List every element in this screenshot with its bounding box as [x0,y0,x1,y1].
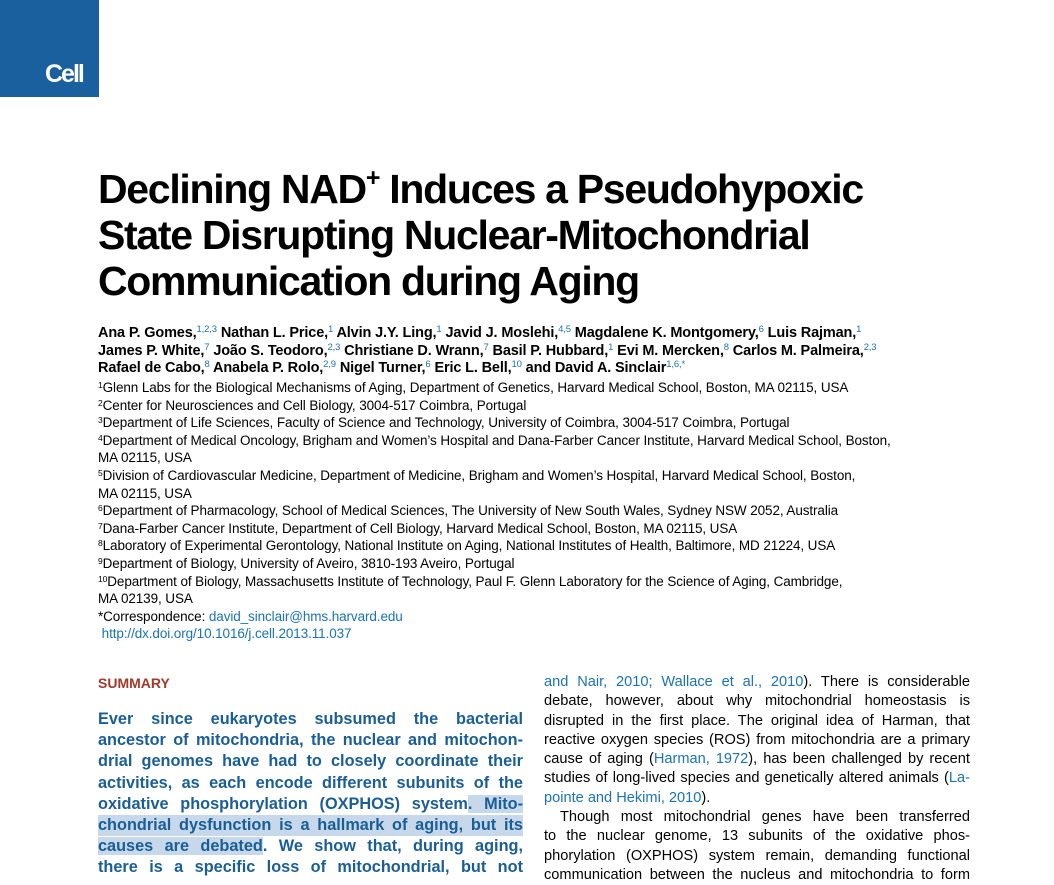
summary-line: activities, as each encode different subunits of the [98,773,523,792]
affiliation: $^8$Laboratory of Experimental Gerontology, National Institute on Aging, National Institutes of Health, Baltimore, MD 21224, USA [98,538,836,554]
author-affiliation-ref[interactable]: 7 [483,341,489,353]
author-name: Evi M. Mercken, [617,342,724,359]
affiliation: $^4$Department of Medical Oncology, Brigham and Women’s Hospital and Dana-Farber Cancer Institute, Harvard Medical School, Boston, [98,432,891,448]
author-affiliation-ref[interactable]: 7 [204,341,210,353]
author-affiliation-ref[interactable]: 1,6,* [666,359,686,370]
citation-link[interactable]: and Nair, 2010; Wallace et al., 2010 [544,674,804,690]
doi-link[interactable]: http://dx.doi.org/10.1016/j.cell.2013.11.037 [101,626,352,642]
text-selection-highlight[interactable]: causes are debated [98,837,263,856]
affiliation-continuation: MA 02115, USA [98,485,192,501]
doi-row [98,625,978,643]
citation-link[interactable]: Harman, 1972 [653,751,749,768]
affiliation: $^1$Glenn Labs for the Biological Mechanisms of Aging, Department of Genetics, Harvard Medical School, Boston, MA 02115, USA [98,380,849,395]
author-name: and David A. Sinclair [525,360,667,376]
author-affiliation-ref[interactable]: 10 [511,359,522,370]
body-line: disrupted in the first place. The original idea of Harman, that [544,712,970,729]
summary-line: there is a specific loss of mitochondrial, but not [98,858,523,877]
author-affiliation-ref[interactable]: 1,2,3 [196,324,217,335]
text-selection-highlight[interactable]: . Mito- [467,794,523,813]
citation-link[interactable]: La- [948,770,970,787]
summary-line: drial genomes have had to closely coordinate their [98,752,523,771]
author-affiliation-ref[interactable]: 1 [436,324,442,335]
affiliation: $^6$Department of Pharmacology, School of Medical Sciences, The University of New South Wales, Sydney NSW 2052, Australia [98,503,839,519]
summary-line: ancestor of mitochondria, the nuclear and mitochon- [98,731,523,750]
affiliation-continuation: MA 02115, USA [98,450,192,466]
affiliation: $^2$Center for Neurosciences and Cell Biology, 3004-517 Coimbra, Portugal [98,397,527,413]
body-line: phorylation (OXPHOS) system remain, demanding functional [544,847,970,864]
body-line: pointe and Hekimi, 2010). [544,789,711,806]
body-line: cause of aging (Harman, 1972), has been challenged by recent [544,751,970,768]
affiliation: $^{10}$Department of Biology, Massachusetts Institute of Technology, Paul F. Glenn Laboratory for the Science of Aging, Cambridge, [98,573,843,589]
body-line: studies of long-lived species and genetically altered animals (La- [544,770,970,787]
correspondence: *Correspondence: david_sinclair@hms.harvard.edu [98,608,403,624]
title-line-3: Communication during Aging [98,258,639,304]
cell-logo-text: Cell [45,60,83,88]
author-name: James P. White, [98,342,205,359]
author-name: João S. Teodoro, [213,342,328,359]
author-affiliation-ref[interactable]: 1 [856,324,862,335]
author-affiliation-ref[interactable]: 8 [723,341,729,353]
text-selection-highlight[interactable]: chondrial dysfunction is a hallmark of aging, but its [98,815,523,836]
author-name: Carlos M. Palmeira, [732,342,864,359]
author-name: Nigel Turner, [339,360,426,376]
author-affiliation-ref[interactable]: 2,3 [863,341,877,353]
body-text-column [544,673,970,885]
author-affiliation-ref[interactable]: 6 [425,359,431,370]
body-line: reactive oxygen species (ROS) from mitochondria are a primary [544,731,970,748]
author-affiliation-ref[interactable]: 2,9 [323,359,336,370]
author-name: Ana P. Gomes, [98,325,197,341]
summary-line: Ever since eukaryotes subsumed the bacterial [98,710,523,728]
author-affiliation-ref[interactable]: 2,3 [327,341,341,353]
summary-text [98,709,523,879]
author-name: Nathan L. Price, [220,325,328,341]
author-name: Luis Rajman, [767,325,857,341]
body-line: communication between the nucleus and mitochondria to form [544,866,970,883]
correspondence-email-link[interactable]: david_sinclair@hms.harvard.edu [208,608,403,624]
author-affiliation-ref[interactable]: 4,5 [558,324,571,335]
affiliation: $^5$Division of Cardiovascular Medicine, Department of Medicine, Brigham and Women’s Hospital, Harvard Medical School, Boston, [98,467,856,483]
author-affiliation-ref[interactable]: 6 [758,324,764,335]
affiliation: $^9$Department of Biology, University of Aveiro, 3810-193 Aveiro, Portugal [98,555,515,571]
summary-line: oxidative phosphorylation (OXPHOS) system. Mito- [98,794,523,813]
author-name: Eric L. Bell, [434,360,512,376]
author-line [98,360,988,378]
author-list [98,325,988,378]
author-name: Magdalene K. Montgomery, [574,325,759,341]
author-name: Rafael de Cabo, [98,360,205,376]
affiliation: $^3$Department of Life Sciences, Faculty of Science and Technology, University of Coimbra, 3004-517 Coimbra, Portugal [98,415,790,431]
author-affiliation-ref[interactable]: 1 [328,324,334,335]
article-title [98,166,998,304]
body-line: and Nair, 2010; Wallace et al., 2010). There is considerable [544,674,970,690]
author-line [98,343,988,361]
affiliation-list [98,379,978,643]
cell-logo [0,0,99,97]
body-line: Though most mitochondrial genes have been transferred [560,809,970,826]
author-name: Christiane D. Wrann, [344,342,484,359]
affiliation-continuation: MA 02139, USA [98,591,193,607]
author-line [98,325,988,343]
author-name: Alvin J.Y. Ling, [336,325,437,341]
affiliation: $^7$Dana-Farber Cancer Institute, Department of Cell Biology, Harvard Medical School, Boston, MA 02115, USA [98,520,738,536]
author-affiliation-ref[interactable]: 1 [608,341,614,353]
title-superscript: + [365,164,380,192]
body-line: to the nuclear genome, 13 subunits of the oxidative phos- [544,828,970,845]
author-name: Anabela P. Rolo, [213,360,324,376]
author-name: Basil P. Hubbard, [492,342,609,359]
body-line: debate, however, about why mitochondrial homeostasis is [544,693,970,710]
summary-heading: SUMMARY [98,675,170,691]
author-affiliation-ref[interactable]: 8 [204,359,210,370]
citation-link[interactable]: pointe and Hekimi, 2010 [544,789,702,806]
author-name: Javid J. Moslehi, [445,325,559,341]
summary-line: causes are debated. We show that, during aging, [98,837,523,856]
title-line-2: State Disrupting Nuclear-Mitochondrial [98,212,810,258]
title-line-1: Declining NAD+ Induces a Pseudohypoxic [98,164,863,212]
